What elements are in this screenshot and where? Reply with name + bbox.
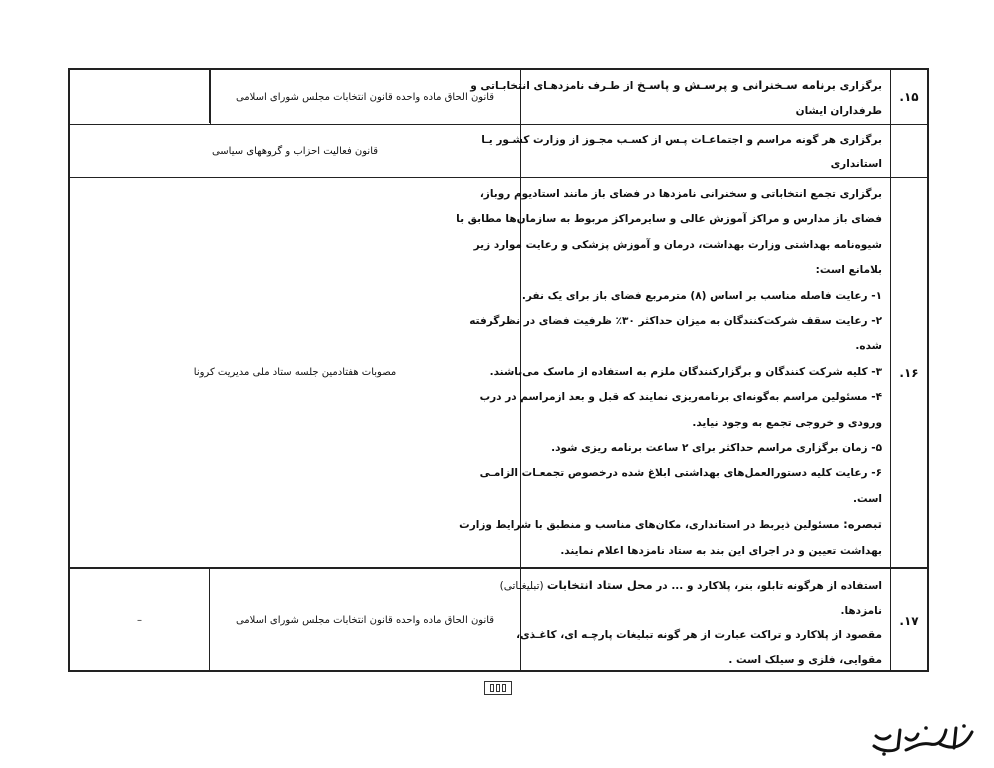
row-number: ۱۵. (890, 70, 927, 124)
row-extra-empty (210, 70, 211, 124)
row-description (456, 178, 890, 567)
desc-line: فضای باز مدارس و مراکز آموزش عالی و سایرمراکز مربوط به سازمان‌ها مطابق با (456, 213, 882, 226)
page-number-box (484, 681, 512, 695)
law-text: قانون الحاق ماده واحده قانون انتخابات مجلس شورای اسلامی (235, 615, 495, 626)
desc-line: استفاده از هرگونه تابلو، بنر، پلاکارد و ... در محل ستاد انتخابات (تبلیغـاتی) (499, 578, 882, 592)
desc-line: طرفداران ایشان (795, 105, 882, 117)
desc-line: مقوایی، فلزی و سیلک است . (728, 653, 882, 666)
desc-line: ۳- کلیه شرکت کنندگان و برگزارکنندگان ملزم به استفاده از ماسک می‌باشند. (489, 365, 882, 378)
desc-line: ۴- مسئولین مراسم به‌گونه‌ای برنامه‌ریزی نمایند که قبل و بعد ازمراسم در درب (479, 391, 882, 404)
law-text: قانون فعالیت احزاب و گروههای سیاسی (211, 145, 379, 157)
row-law (210, 569, 520, 672)
desc-line: بهداشت تعیین و در اجرای این بند به ستاد نامزدها اعلام نمایند. (560, 544, 882, 557)
desc-line: برگزاری برنامه سـخنرانی و پرسـش و پاسـخ از طـرف نامزدهـای انتخابـاتی و (470, 78, 882, 92)
desc-line: نامزدها. (840, 604, 882, 617)
law-text: قانون الحاق ماده واحده قانون انتخابات مجلس شورای اسلامی (235, 91, 495, 103)
row-extra: – (70, 569, 210, 672)
bold-phrase: محل ستاد انتخابات (546, 578, 653, 592)
desc-line: بلامانع است: (815, 264, 882, 277)
row-description (481, 125, 890, 177)
desc-line: تبصره: مسئولین ذیربط در استانداری، مکان‌های مناسب و منطبق با شرایط وزارت (459, 517, 882, 532)
row15-left-divider (70, 68, 210, 123)
row-description (470, 70, 890, 124)
row-law (70, 178, 520, 567)
desc-line: برگزاری هر گونه مراسم و اجتماعـات پـس از کسـب مجـوز از وزارت کشـور یـا (481, 134, 882, 146)
page-glyph (490, 684, 494, 692)
row-number: ۱۷. (890, 569, 927, 672)
table-row (70, 125, 927, 178)
calligraphy-logo-icon (860, 718, 980, 758)
law-text: مصوبات هفتادمین جلسه ستاد ملی مدیریت کرونا (193, 367, 397, 378)
page-glyph (502, 684, 506, 692)
row-law (210, 70, 520, 124)
regulations-table (68, 68, 929, 672)
row-law (70, 125, 520, 177)
governorate-logo (860, 718, 980, 758)
row-description (499, 569, 890, 672)
bold-phrase: برنامه سـخنرانی و پرسـش و پاسـخ (637, 78, 836, 92)
row-number: ۱۶. (890, 178, 927, 567)
desc-line: ۲- رعایت سقف شرکت‌کنندگان به میزان حداکثر ۳۰٪ ظرفیت فضای در نظرگرفته (469, 315, 882, 328)
desc-line: برگزاری تجمع انتخاباتی و سخنرانی نامزدها در فضای باز مانند استادیوم روباز، (479, 188, 882, 200)
desc-line: مقصود از پلاکارد و تراکت عبارت از هر گونه تبلیغات پارچـه ای، کاغـذی، (516, 629, 882, 641)
row-number (890, 125, 927, 177)
note-label: تبصره: (843, 517, 882, 532)
desc-line: شیوه‌نامه بهداشتی وزارت بهداشت، درمان و آموزش پزشکی و رعایت موارد زیر (473, 238, 882, 251)
desc-line: استانداری (830, 158, 882, 170)
desc-line: ۶- رعایت کلیه دستورالعمل‌های بهداشتی ابلاغ شده درخصوص تجمعـات الزامـی (479, 467, 882, 480)
page-glyph (496, 684, 500, 692)
table-row (70, 568, 927, 672)
table-row (70, 178, 927, 568)
desc-line: ۱- رعایت فاصله مناسب بر اساس (۸) مترمربع فضای باز برای یک نفر. (521, 289, 882, 302)
desc-line: است. (852, 492, 882, 505)
desc-line: ۵- زمان برگزاری مراسم حداکثر برای ۲ ساعت برنامه ریزی شود. (551, 442, 882, 455)
desc-line: شده. (855, 340, 882, 353)
desc-line: ورودی و خروجی تجمع به وجود نیاید. (692, 416, 882, 429)
